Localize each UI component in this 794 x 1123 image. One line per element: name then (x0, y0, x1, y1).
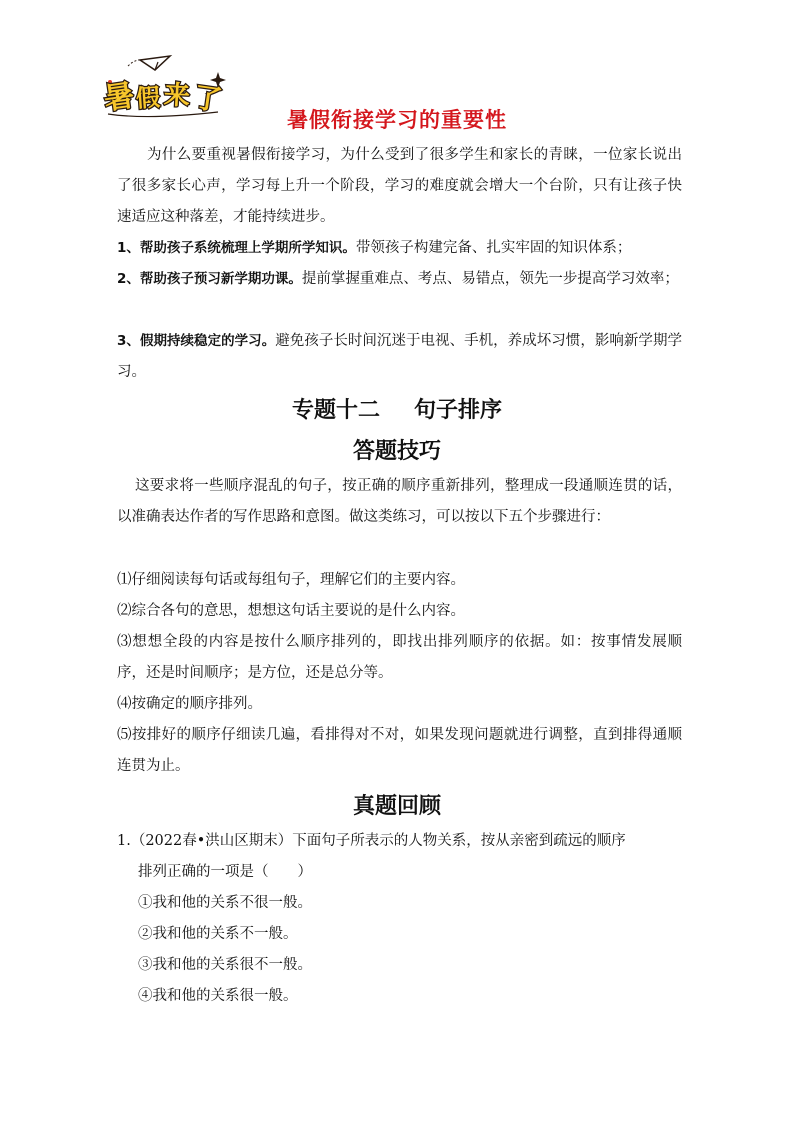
svg-text:暑: 暑 (101, 78, 137, 118)
tips-step-5: ⑸按排好的顺序仔细读几遍，看排得对不对，如果发现问题就进行调整，直到排得通顺连贯为止。 (117, 727, 682, 774)
tips-step-2: ⑵综合各句的意思，想想这句话主要说的是什么内容。 (117, 603, 465, 619)
question-1 (117, 826, 682, 888)
tips-step-3: ⑶想想全段的内容是按什么顺序排列的，即找出排列顺序的依据。如：按事情发展顺序，还是时间顺序；是方位，还是总分等。 (117, 634, 682, 681)
tips-title: 答题技巧 (352, 439, 441, 464)
intro-item-3-bold: 3、假期持续稳定的学习。 (117, 333, 276, 349)
review-title: 真题回顾 (352, 794, 441, 819)
option-1: ①我和他的关系不很一般。 (138, 895, 312, 911)
topic-name: 句子排序 (414, 398, 503, 423)
intro-item-2-bold: 2、帮助孩子预习新学期功课。 (117, 271, 302, 287)
svg-text:了: 了 (191, 80, 224, 118)
option-4: ④我和他的关系很一般。 (138, 988, 298, 1004)
tips-step-4: ⑷按确定的顺序排列。 (117, 696, 262, 712)
topic-number: 专题十二 (291, 398, 380, 423)
tips-paragraph: 这要求将一些顺序混乱的句子，按正确的顺序重新排列，整理成一段通顺连贯的话，以准确表达作者的写作思路和意图。做这类练习，可以按以下五个步骤进行： (117, 478, 682, 525)
topic-title (0, 393, 794, 424)
intro-item-1-text: 带领孩子构建完备、扎实牢固的知识体系； (355, 240, 632, 256)
intro-item-3 (117, 326, 682, 388)
question-1-line2: 排列正确的一项是（ ） (138, 864, 312, 880)
intro-paragraph: 为什么要重视暑假衔接学习，为什么受到了很多学生和家长的青睐，一位家长说出了很多家长心声，学习每上升一个阶段，学习的难度就会增大一个台阶，只有让孩子快速适应这种落差，才能持续进步。 (117, 147, 682, 225)
tips-step-1: ⑴仔细阅读每句话或每组句子，理解它们的主要内容。 (117, 572, 465, 588)
intro-item-2-text: 提前掌握重难点、考点、易错点，领先一步提高学习效率； (301, 271, 679, 287)
option-2: ②我和他的关系不一般。 (138, 926, 298, 942)
option-3: ③我和他的关系很不一般。 (138, 957, 312, 973)
intro-item-1 (117, 233, 682, 264)
svg-text:假: 假 (135, 83, 162, 113)
intro-item-1-bold: 1、帮助孩子系统梳理上学期所学知识。 (117, 240, 356, 256)
intro-item-2 (117, 264, 682, 295)
header-title: 暑假衔接学习的重要性 (287, 108, 507, 132)
svg-text:来: 来 (163, 80, 191, 112)
intro-item-3-text: 避免孩子长时间沉迷于电视、手机，养成坏习惯，影响新学期学习。 (117, 333, 682, 380)
question-1-line1: 1.（2022春•洪山区期末）下面句子所表示的人物关系，按从亲密到疏远的顺序 (117, 833, 626, 849)
